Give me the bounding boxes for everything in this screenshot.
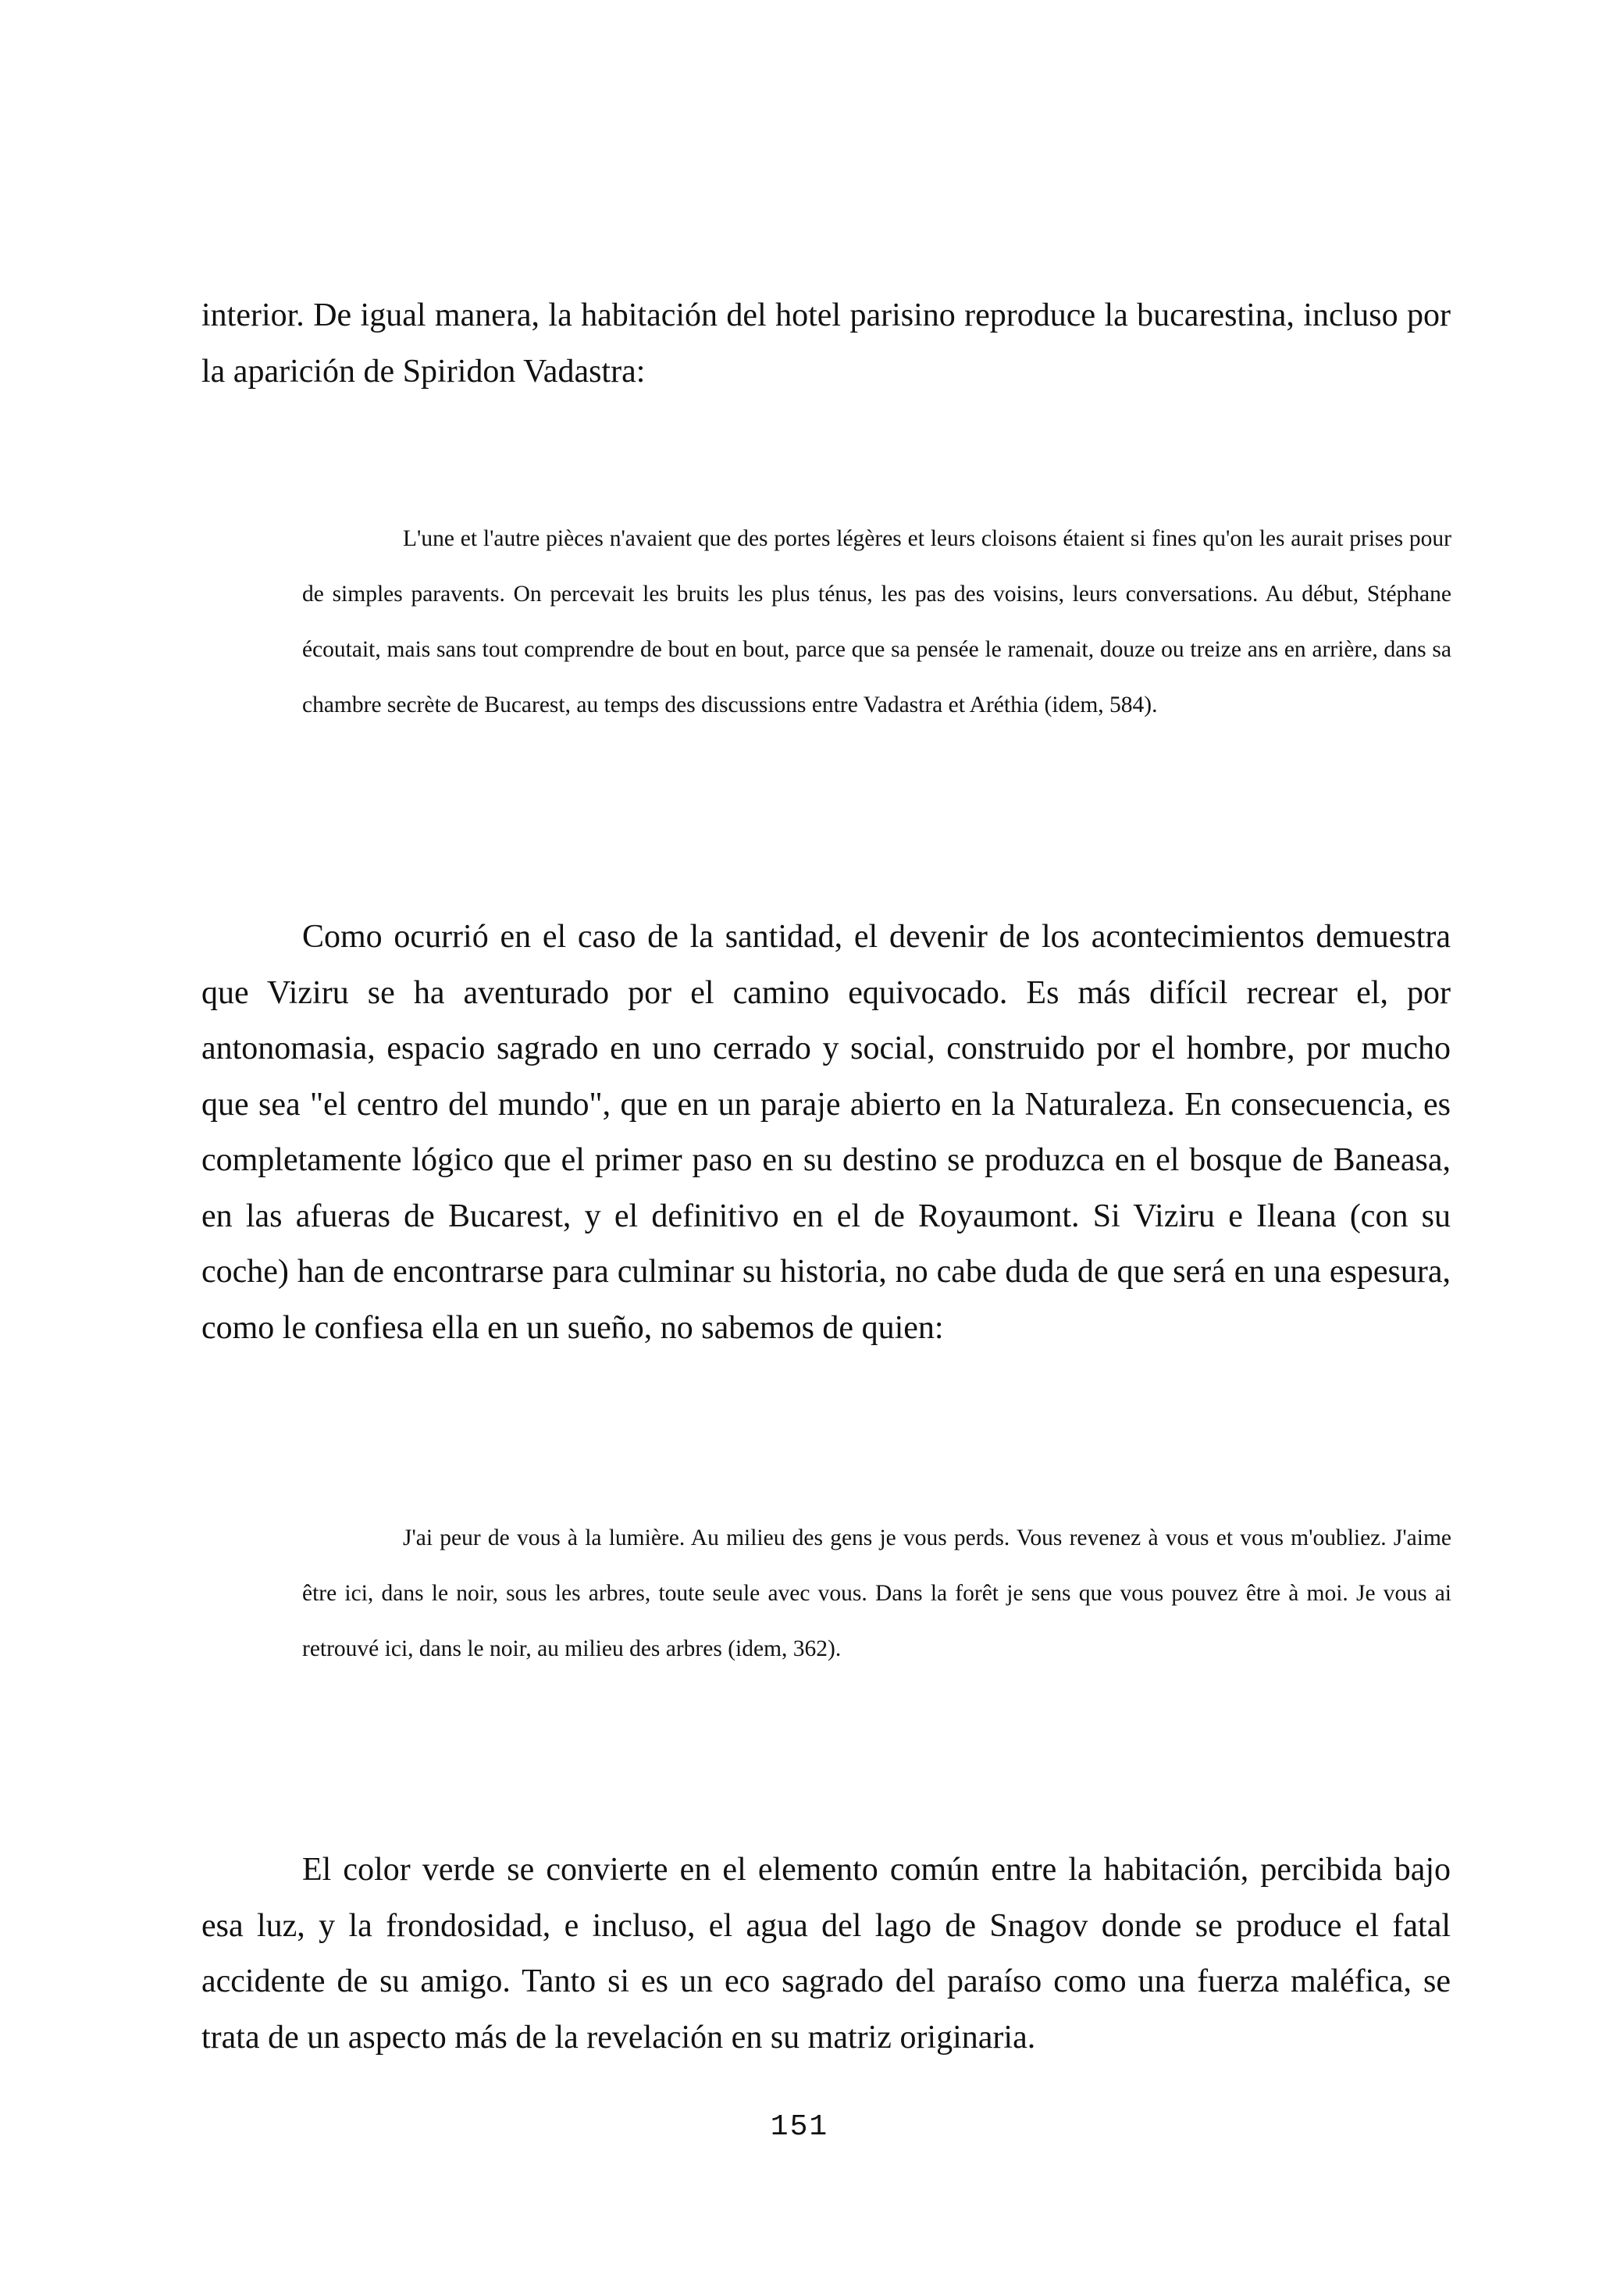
paragraph-color-verde: El color verde se convierte en el elemento común entre la habitación, percibida bajo esa luz, y la frondosidad, e incluso, el agua del lago de Snagov donde se produce el fatal accidente de su amigo. Tanto si es un eco sagrado del paraíso como una fuerza maléfica, se trata de un aspecto más de la revelación en su matriz originaria. bbox=[201, 1852, 1451, 2056]
block-quote-pieces: L'une et l'autre pièces n'avaient que des portes légères et leurs cloisons étaient si fines qu'on les aurait prises pour de simples paravents. On percevait les bruits les plus ténus, les pas des voisins, leurs conversations. Au début, Stéphane écoutait, mais sans tout comprendre de bout en bout, parce que sa pensée le ramenait, douze ou treize ans en arrière, dans sa chambre secrète de Bucarest, au temps des discussions entre Vadastra et Aréthia (idem, 584). bbox=[302, 526, 1451, 717]
block-quote-lumiere: J'ai peur de vous à la lumière. Au milieu des gens je vous perds. Vous revenez à vous et vous m'oubliez. J'aime être ici, dans le noir, sous les arbres, toute seule avec vous. Dans la forêt je sens que vous pouvez être à moi. Je vous ai retrouvé ici, dans le noir, au milieu des arbres (idem, 362). bbox=[302, 1525, 1451, 1661]
paragraph-santidad: Como ocurrió en el caso de la santidad, el devenir de los acontecimientos demuestra que Viziru se ha aventurado por el camino equivocado. Es más difícil recrear el, por antonomasia, espacio sagrado en uno cerrado y social, construido por el hombre, por mucho que sea "el centro del mundo", que en un paraje abierto en la Naturaleza. En consecuencia, es completamente lógico que el primer paso en su destino se produzca en el bosque de Baneasa, en las afueras de Bucarest, y el definitivo en el de Royaumont. Si Viziru e Ileana (con su coche) han de encontrarse para culminar su historia, no cabe duda de que será en una espesura, como le confiesa ella en un sueño, no sabemos de quien: bbox=[201, 919, 1451, 1346]
page-number: 151 bbox=[770, 2110, 829, 2144]
paragraph-interior: interior. De igual manera, la habitación del hotel parisino reproduce la bucarestina, incluso por la aparición de Spiridon Vadastra: bbox=[201, 297, 1451, 390]
